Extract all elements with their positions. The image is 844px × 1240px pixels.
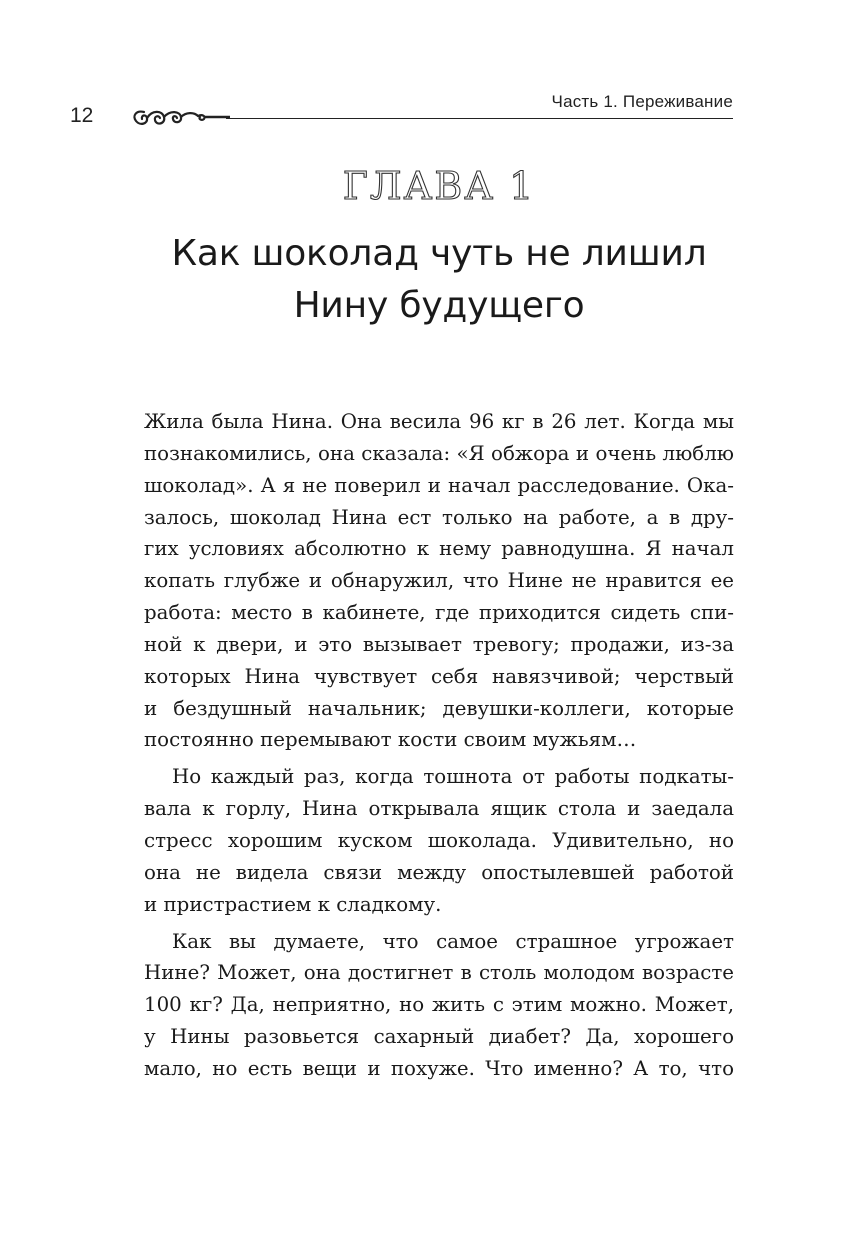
- text-line: Но каждый раз, когда тошнота от работы подкаты-: [172, 765, 734, 789]
- header-rule: [226, 118, 733, 119]
- chapter-label: ГЛАВА 1: [342, 164, 536, 208]
- paragraph-1: [144, 406, 734, 756]
- text-line: Жила была Нина. Она весила 96 кг в 26 лет. Когда мы: [144, 410, 734, 433]
- text-line: у Нины разовьется сахарный диабет? Да, хорошего: [144, 1025, 734, 1049]
- text-line: и пристрастием к сладкому.: [144, 892, 442, 916]
- chapter-title: [0, 228, 844, 332]
- text-line: копать глубже и обнаружил, что Нине не нравится ее: [144, 569, 734, 593]
- text-line: ной к двери, и это вызывает тревогу; продажи, из-за: [144, 632, 734, 656]
- text-line: постоянно перемывают кости своим мужьям…: [144, 728, 637, 752]
- text-line: стресс хорошим куском шоколада. Удивительно, но: [144, 828, 734, 852]
- section-title: Часть 1. Переживание: [551, 92, 733, 111]
- text-line: мало, но есть вещи и похуже. Что именно? А то, что: [144, 1056, 734, 1080]
- body-text: [144, 406, 734, 1085]
- paragraph-2: [144, 761, 734, 920]
- text-line: шоколад». А я не поверил и начал расследование. Ока-: [144, 473, 734, 497]
- text-line: и бездушный начальник; девушки-коллеги, которые: [144, 696, 734, 720]
- running-head: [0, 0, 844, 140]
- text-line: Как вы думаете, что самое страшное угрожает: [172, 929, 734, 953]
- text-line: работа: место в кабинете, где приходится сидеть спи-: [144, 601, 734, 625]
- page-number: 12: [70, 104, 94, 127]
- text-line: залось, шоколад Нина ест только на работе, а в дру-: [144, 505, 734, 529]
- paragraph-3: [144, 926, 734, 1085]
- text-line: познакомились, она сказала: «Я обжора и очень люблю: [144, 441, 734, 465]
- text-line: Нине? Может, она достигнет в столь молодом возрасте: [144, 961, 734, 985]
- text-line: гих условиях абсолютно к нему равнодушна. Я начал: [144, 537, 734, 561]
- text-line: вала к горлу, Нина открывала ящик стола и заедала: [144, 797, 734, 821]
- chapter-title-line: Как шоколад чуть не лишил: [171, 233, 707, 274]
- text-line: она не видела связи между опостылевшей работой: [144, 860, 734, 884]
- chapter-title-line: Нину будущего: [293, 285, 585, 326]
- flourish-ornament-icon: [130, 104, 230, 132]
- text-line: которых Нина чувствует себя навязчивой; черствый: [144, 664, 734, 688]
- text-line: 100 кг? Да, неприятно, но жить с этим можно. Может,: [144, 993, 734, 1017]
